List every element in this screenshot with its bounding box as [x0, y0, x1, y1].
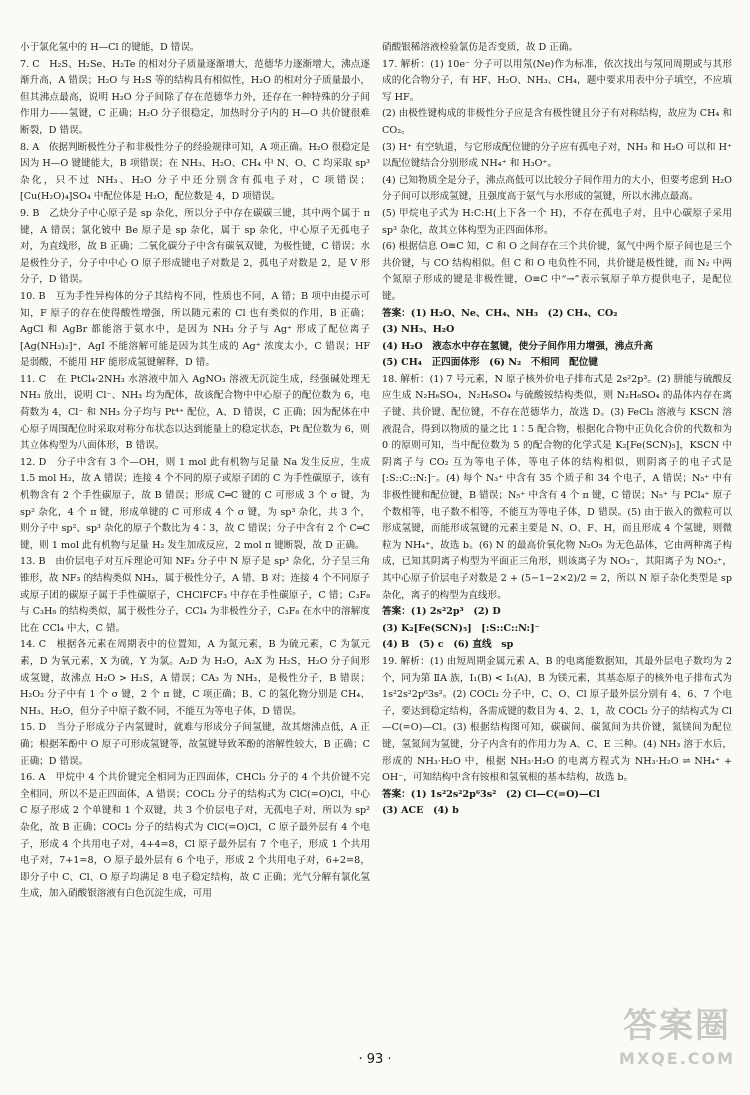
answer-18-key-2: (3) K₂[Fe(SCN)₅] [:S::C::N:]⁻ — [382, 622, 540, 634]
answer-17-key-1: 答案：(1) H₂O、Ne、CH₄、NH₃ (2) CH₄、CO₂ — [382, 307, 618, 319]
answer-17-part4: (4) 已知物质全是分子，沸点高低可以比较分子间作用力的大小，但要考虑到 H₂O 分子间可以形成氢键，且强度高于氨气与水形成的氢键，所以水沸点最高。 — [382, 174, 732, 203]
answer-17-part3: (3) H⁺ 有空轨道，与它形成配位键的分子应有孤电子对，NH₃ 和 H₂O 可以和 H⁺ 以配位键结合分别形成 NH₄⁺ 和 H₃O⁺。 — [382, 141, 732, 170]
answer-17-part6: (6) 根据信息 O≡C 知，C 和 O 之间存在三个共价键，氮气中两个原子间也是三个共价键，与 CO 结构相似。但 C 和 O 电负性不同，共价键是极性键，而 N₂ 中两个氮原子形成的键是非极性键，O≡C 中“→”表示氧原子单方提供电子，是配位键。 — [382, 241, 732, 302]
page-number: · 93 · — [358, 1052, 392, 1067]
answer-9: 9. B 乙炔分子中心原子是 sp 杂化，所以分子中存在碳碳三键，其中两个属于 π 键，A 错误；氯化铍中 Be 原子是 sp 杂化，属于 sp 杂化，中心原子无孤电子对，为直线形，故 B 正确；二氧化碳分子中含有碳氧双键，为极性键，C 错误；水是极性分子，分子中中心 O 原子形成键电子对数是 2，孤电子对数是 2，是 V 形分子，D 错误。 — [20, 207, 370, 286]
answer-17-key-2: (3) NH₃、H₂O — [382, 324, 455, 336]
answer-18: 18. 解析：(1) 7 号元素，N 原子核外价电子排布式是 2s²2p³。(2) 肼能与硫酸反应生成 N₂H₆SO₄，N₂H₆SO₄ 与硫酸铵结构类似，则 N₂H₆SO₄ 的晶体内存在离子键、共价键、配位键，不存在范德华力，故选 D。(3) FeCl₃ 溶液与 KSCN 溶液混合，得到以物质的量之比 1∶5 配合物，根据化合物中正负化合价的代数和为 0 的原则可知，当中配位数为 5 的配合物的化学式是 K₂[Fe(SCN)₅]，KSCN 中阴离子与 CO₂ 互为等电子体，等电子体的结构相似，则阴离子的电子式是 [:S::C::N:]⁻。(4) 每个 N₃⁺ 中含有 35 个质子和 34 个电子，A 错误；N₅⁺ 中有非极性键和配位键，B 错误；N₅⁺ 中含有 4 个 π 键，C 错误；N₅⁺ 与 PCl₄⁺ 原子个数相等，电子数不相等，不能互为等电子体，D 错误。(5) 由于嵌入的微粒可以形成氢键，而能形成氢键的元素主要是 N、O、F、H，而且形成 4 个氢键，则微粒为 NH₄⁺，故选 b。(6) N 的最高价氧化物 N₂O₅ 为无色晶体，它由两种离子构成，已知其阴离子构型为平面正三角形，则该离子为 NO₃⁻，其阳离子为 NO₂⁺，其中心原子价层电子对数是 2 + (5−1−2×2)/2 = 2，所以 N 原子杂化类型是 sp 杂化，离子的构型为直线形。 — [382, 373, 732, 601]
right-column — [382, 40, 732, 1045]
left-para-0: 小于氯化氢中的 H—Cl 的键能，D 错误。 — [20, 42, 200, 53]
right-para-0: 硝酸银稀溶液检验氯仿是否变质，故 D 正确。 — [382, 42, 579, 53]
answer-12: 12. D 分子中含有 3 个—OH，则 1 mol 此有机物与足量 Na 发生反应，生成 1.5 mol H₂，故 A 错误；连接 4 个不同的原子或原子团的 C 为手性碳原子，该有机物含有 2 个手性碳原子，故 B 错误；形成 C═C 键的 C 可形成 3 个 σ 键，为 sp² 杂化，4 个 π 键，形成单键的 C 可形成 4 个 σ 键，为 sp³ 杂化，共 3 个，则分子中 sp²、sp³ 杂化的原子个数比为 4∶3，故 C 错误；分子中含有 2 个 C═C 键，则 1 mol 此有机物与足量 H₂ 发生加成反应，2 mol π 键断裂，故 D 正确。 — [20, 456, 370, 551]
answer-13: 13. B 由价层电子对互斥理论可知 NF₃ 分子中 N 原子是 sp³ 杂化，分子呈三角锥形，故 NF₃ 的结构类似 NH₃，属于极性分子，A 错、B 对；连接 4 个不同原子或原子团的碳原子属于手性碳原子，CHClFCF₃ 中存在手性碳原子，C 错；C₃F₈ 与 C₃H₈ 的结构类似，属于极性分子，CCl₄ 为非极性分子，C₃F₈ 在水中的溶解度比在 CCl₄ 中大，C 错。 — [20, 556, 370, 634]
answer-11: 11. C 在 PtCl₄·2NH₃ 水溶液中加入 AgNO₃ 溶液无沉淀生成，经强碱处理无 NH₃ 放出，说明 Cl⁻、NH₃ 均为配体，故该配合物中中心原子的配位数为 6，电荷数为 4，Cl⁻ 和 NH₃ 分子均与 Pt⁴⁺ 配位，A、D 错误，C 正确；因为配体在中心原子周围配位时采取对称分布状态以达到能量上的稳定状态，Pt 配位数为 6，则其立体构型为八面体形，B 错误。 — [20, 373, 370, 452]
answer-8: 8. A 依据判断极性分子和非极性分子的经验规律可知，A 项正确。H₂O 很稳定是因为 H—O 键键能大，B 项错误；在 NH₃、H₂O、CH₄ 中 N、O、C 均采取 sp³ 杂化，只不过 NH₃、H₂O 分子中还分别含有孤电子对，C 项错误；[Cu(H₂O)₄]SO₄ 中配位体是 H₂O，配位数是 4，D 项错误。 — [20, 141, 370, 203]
watermark-logo-text: 答案圈 — [623, 1006, 731, 1046]
answer-17-part5: (5) 甲烷电子式为 H:C:H(上下各一个 H)，不存在孤电子对，且中心碳原子采用 sp³ 杂化，故其立体构型为正四面体形。 — [382, 207, 732, 236]
answer-16: 16. A 甲烷中 4 个共价键完全相同为正四面体，CHCl₃ 分子的 4 个共价键不完全相同，所以不是正四面体，A 错误；COCl₂ 分子的结构式为 ClC(=O)Cl，中心 C 原子形成 2 个单键和 1 个双键，共 3 个价层电子对，无孤电子对，所以为 sp² 杂化，故 B 正确；COCl₂ 分子的结构式为 ClC(=O)Cl，C 原子最外层有 4 个电子，形成 4 个共用电子对，4+4=8，Cl 原子最外层有 7 个电子，形成 1 个共用电子对，7+1=8，O 原子最外层有 6 个电子，形成 2 个共用电子对，6+2=8，即分子中 C、Cl、O 原子均满足 8 电子稳定结构，故 C 正确；光气分解有氯化氢生成，加入硝酸银溶液有白色沉淀生成，可用 — [20, 772, 370, 900]
answer-page — [20, 40, 732, 1045]
watermark-domain: MXQE.COM — [618, 1049, 736, 1068]
site-watermark — [612, 1003, 742, 1085]
answer-7: 7. C H₂S、H₂Se、H₂Te 的相对分子质量逐渐增大，范德华力逐渐增大，沸点逐渐升高，A 错误；H₂O 与 H₂S 等的结构具有相似性，H₂O 的相对分子质量最小，但其沸点最高，说明 H₂O 分子间除了存在范德华力外，还存在一种特殊的分子间作用力——氢键，C 正确；H₂O 分子很稳定，加热时分子内的 H—O 共价键很难断裂，D 错误。 — [20, 58, 370, 136]
answer-17-key-4: (5) CH₄ 正四面体形 (6) N₂ 不相同 配位键 — [382, 357, 598, 369]
left-column — [20, 40, 370, 1045]
answer-18-key-1: 答案：(1) 2s²2p³ (2) D — [382, 606, 501, 618]
answer-18-key-3: (4) B (5) c (6) 直线 sp — [382, 639, 514, 651]
answer-10: 10. B 互为手性异构体的分子其结构不同，性质也不同，A 错；B 项中由提示可知，F 原子的存在使得酸性增强，所以随元素的 Cl 也有类似的作用，B 正确；AgCl 和 AgBr 都能溶于氨水中，是因为 NH₃ 分子与 Ag⁺ 形成了配位离子 [Ag(NH₃)₂]⁺，AgI 不能溶解可能是因为其生成的 Ag⁺ 浓度太小，C 错误；HF 是弱酸，不能用 HF 能形成氢键解释，D 错。 — [20, 290, 370, 369]
answer-15: 15. D 当分子形成分子内氢键时，就难与形成分子间氢键，故其熔沸点低，A 正确；根据苯酚中 O 原子可形成氢键等，故氢键导致苯酚的溶解性较大，B 正确；C 正确；D 错误。 — [20, 722, 370, 767]
answer-14: 14. C 根据各元素在周期表中的位置知，A 为氮元素，B 为硫元素，C 为氯元素，D 为氧元素，X 为硫，Y 为氯。A₂D 为 H₂O，A₂X 为 H₂S，H₂O 分子间形成氢键，故沸点 H₂O > H₂S，A 错误；CA₃ 为 NH₃，是极性分子，B 错误；H₂O₂ 分子中有 1 个 σ 键，2 个 π 键，C 项正确；B、C 的氢化物分别是 CH₄、NH₃、H₂O，但分子中原子数不同，不能互为等电子体，D 错误。 — [20, 639, 370, 717]
answer-17-part1: 17. 解析：(1) 10e⁻ 分子可以用氖(Ne)作为标准，依次找出与氖同周期或与其形成的化合物分子，有 HF、H₂O、NH₃、CH₄，题中要求用表中分子填空，不应填写 HF。 — [382, 58, 732, 103]
answer-17-part2: (2) 由极性键构成的非极性分子应是含有极性键且分子有对称结构，故应为 CH₄ 和 CO₂。 — [382, 108, 732, 136]
answer-19: 19. 解析：(1) 由短周期金属元素 A、B 的电离能数据知，其最外层电子数均为 2 个，同为第 ⅡA 族，I₁(B) < I₁(A)，B 为镁元素，其基态原子的核外电子排布式为 1s²2s²2p⁶3s²。(2) COCl₂ 分子中，C、O、Cl 原子最外层分别有 4、6、7 个电子，要达到稳定结构，各需成键的数目为 4、2、1，故 COCl₂ 分子的结构式为 Cl—C(=O)—Cl。(3) 根据结构图可知，碳碳间、碳氮间为共价键，氮镁间为配位键，氢氮间为氢键，分子内含有的作用力为 A、C、E 三种。(4) NH₃ 溶于水后，形成的 NH₃·H₂O 中，根据 NH₃·H₂O 的电离方程式为 NH₃·H₂O ⇌ NH₄⁺ + OH⁻，可知结构中含有铵根和氢氧根的基本结构，故选 b。 — [382, 655, 732, 784]
answer-19-key-1: 答案：(1) 1s²2s²2p⁶3s² (2) Cl—C(=O)—Cl — [382, 788, 600, 800]
answer-19-key-2: (3) ACE (4) b — [382, 805, 459, 817]
answer-17-key-3: (4) H₂O 液态水中存在氢键，使分子间作用力增强，沸点升高 — [382, 340, 653, 352]
